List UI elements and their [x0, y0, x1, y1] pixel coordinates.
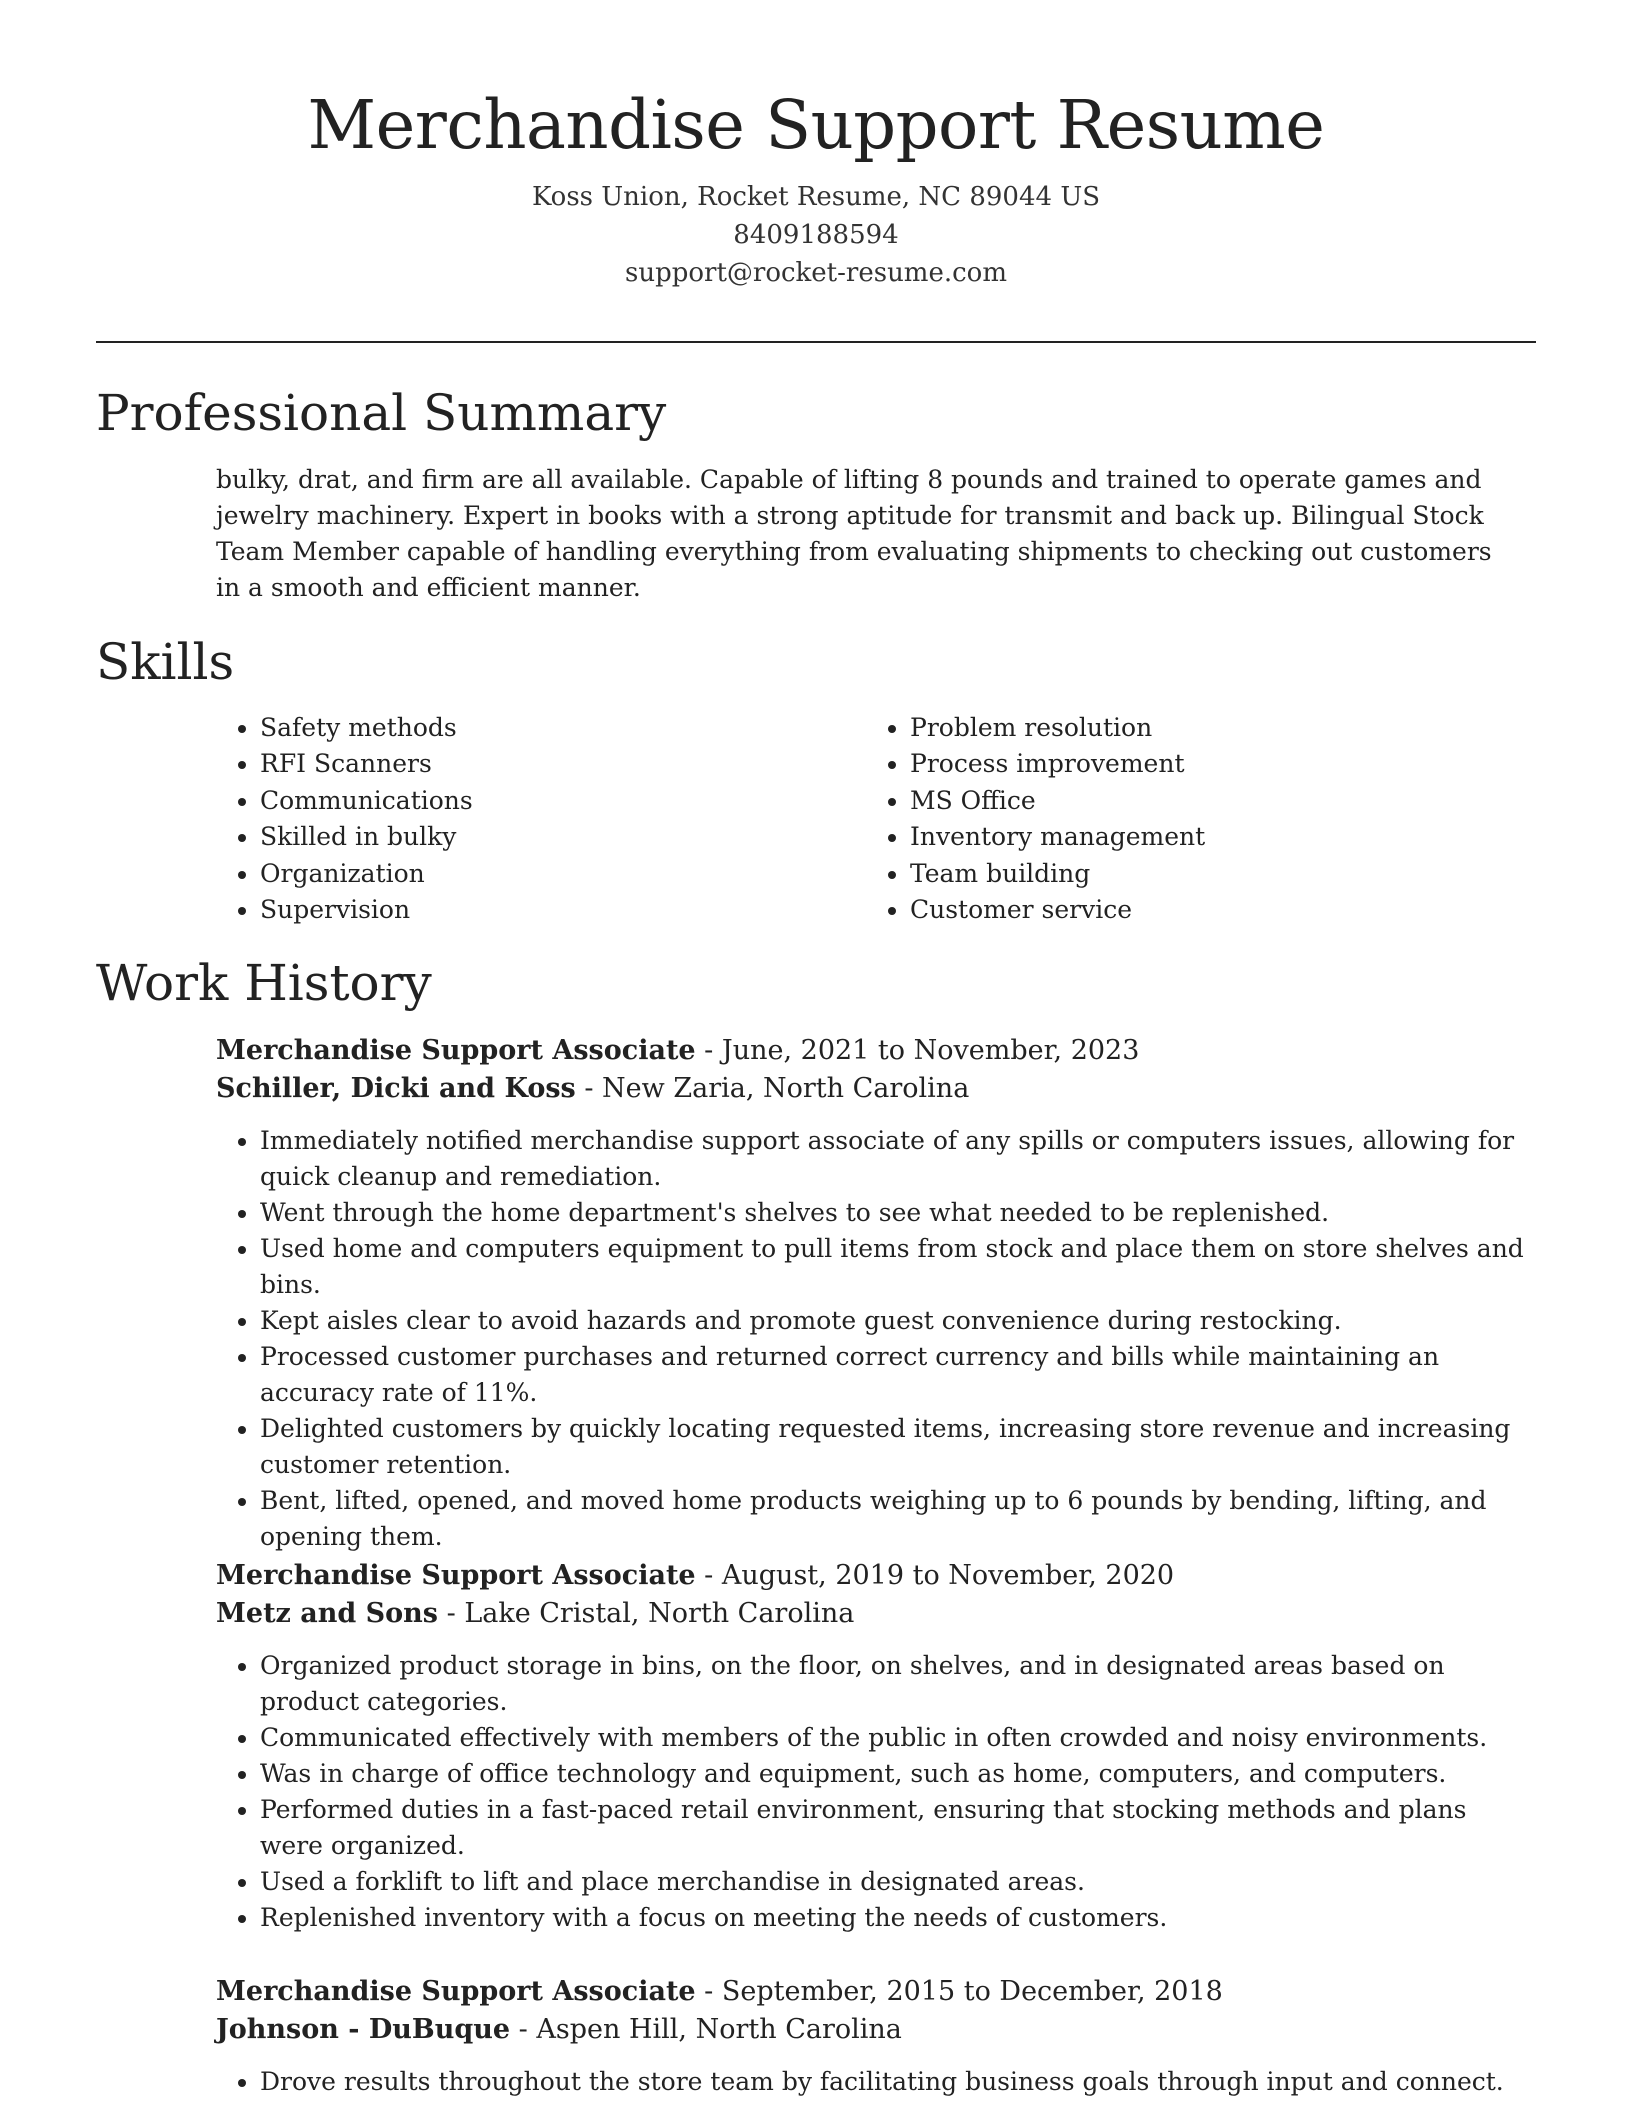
job-title-line: Merchandise Support Associate - June, 2021 to November, 2023: [216, 1035, 1140, 1066]
summary-heading: Professional Summary: [96, 384, 667, 442]
job-bullet: • Went through the home department's shelves to see what needed to be replenished.: [260, 1195, 1536, 1231]
job-bullet: • Was in charge of office technology and equipment, such as home, computers, and computers.: [260, 1756, 1536, 1792]
job-title: Merchandise Support Associate: [216, 1976, 696, 2007]
resume-header: [0, 82, 1632, 292]
job-title-line: Merchandise Support Associate - September, 2015 to December, 2018: [216, 1976, 1223, 2007]
job-bullet: • Immediately notified merchandise support associate of any spills or computers issues, allowing for quick cleanup and remediation.: [260, 1123, 1536, 1195]
skill-item: • Inventory management: [910, 819, 1510, 855]
summary-text: bulky, drat, and firm are all available. Capable of lifting 8 pounds and trained to operate games and jewelry machinery. Expert in books with a strong aptitude for transmit and back up. Bilingual Stock Team Member capable of handling everything from evaluating shipments to checking out customers in a smooth and efficient manner.: [216, 465, 1492, 602]
job-company: Metz and Sons: [216, 1598, 439, 1629]
job-title: Merchandise Support Associate: [216, 1035, 696, 1066]
skill-item: • Team building: [910, 856, 1510, 892]
job-bullet: • Replenished inventory with a focus on meeting the needs of customers.: [260, 1900, 1536, 1936]
job-company-line: Schiller, Dicki and Koss - New Zaria, North Carolina: [216, 1073, 970, 1104]
job-entry: [216, 1973, 1536, 2100]
job-bullet: • Used home and computers equipment to pull items from stock and place them on store shelves and bins.: [260, 1231, 1536, 1303]
contact-email: support@rocket-resume.com: [624, 258, 1007, 288]
job-bullet: • Communicated effectively with members of the public in often crowded and noisy environments.: [260, 1720, 1536, 1756]
job-dates: August, 2019 to November, 2020: [721, 1560, 1175, 1591]
skill-item: • Communications: [260, 783, 820, 819]
job-title: Merchandise Support Associate: [216, 1560, 696, 1591]
job-location: Aspen Hill, North Carolina: [536, 2014, 902, 2045]
job-bullet: • Bent, lifted, opened, and moved home products weighing up to 6 pounds by bending, lifting, and opening them.: [260, 1483, 1536, 1555]
job-title-line: Merchandise Support Associate - August, 2019 to November, 2020: [216, 1560, 1175, 1591]
contact-address: Koss Union, Rocket Resume, NC 89044 US: [531, 182, 1101, 212]
skills-column-left: [216, 710, 820, 928]
job-bullet: • Used a forklift to lift and place merchandise in designated areas.: [260, 1864, 1536, 1900]
job-entry: [216, 1557, 1536, 1936]
job-dates: September, 2015 to December, 2018: [721, 1976, 1223, 2007]
job-location: Lake Cristal, North Carolina: [464, 1598, 855, 1629]
skill-item: • Skilled in bulky: [260, 819, 820, 855]
job-location: New Zaria, North Carolina: [602, 1073, 970, 1104]
job-dates: June, 2021 to November, 2023: [721, 1035, 1140, 1066]
skill-item: • Customer service: [910, 892, 1510, 928]
job-bullet: • Processed customer purchases and returned correct currency and bills while maintaining an accuracy rate of 11%.: [260, 1339, 1536, 1411]
header-divider: [96, 341, 1536, 343]
job-company: Johnson - DuBuque: [216, 2014, 511, 2045]
skill-item: • MS Office: [910, 783, 1510, 819]
job-bullet: • Drove results throughout the store team by facilitating business goals through input and connect.: [260, 2064, 1536, 2100]
job-company-line: Metz and Sons - Lake Cristal, North Carolina: [216, 1598, 855, 1629]
job-bullets: [216, 2064, 1536, 2100]
job-bullet: • Delighted customers by quickly locating requested items, increasing store revenue and increasing customer retention.: [260, 1411, 1536, 1483]
skill-item: • RFI Scanners: [260, 746, 820, 782]
job-bullets: [216, 1648, 1536, 1936]
job-bullets: [216, 1123, 1536, 1555]
skill-item: • Safety methods: [260, 710, 820, 746]
work-history-heading: Work History: [96, 954, 432, 1012]
skill-item: • Supervision: [260, 892, 820, 928]
job-bullet: • Kept aisles clear to avoid hazards and promote guest convenience during restocking.: [260, 1303, 1536, 1339]
job-company-line: Johnson - DuBuque - Aspen Hill, North Carolina: [216, 2014, 902, 2045]
job-company: Schiller, Dicki and Koss: [216, 1073, 576, 1104]
skills-heading: Skills: [96, 633, 235, 691]
contact-phone: 8409188594: [733, 220, 899, 250]
job-bullet: • Organized product storage in bins, on the floor, on shelves, and in designated areas based on product categories.: [260, 1648, 1536, 1720]
job-entry: [216, 1032, 1536, 1555]
job-bullet: • Performed duties in a fast-paced retail environment, ensuring that stocking methods and plans were organized.: [260, 1792, 1536, 1864]
skills-column-right: [866, 710, 1510, 928]
skill-item: • Problem resolution: [910, 710, 1510, 746]
skill-item: • Organization: [260, 856, 820, 892]
resume-title: Merchandise Support Resume: [307, 86, 1325, 164]
skill-item: • Process improvement: [910, 746, 1510, 782]
